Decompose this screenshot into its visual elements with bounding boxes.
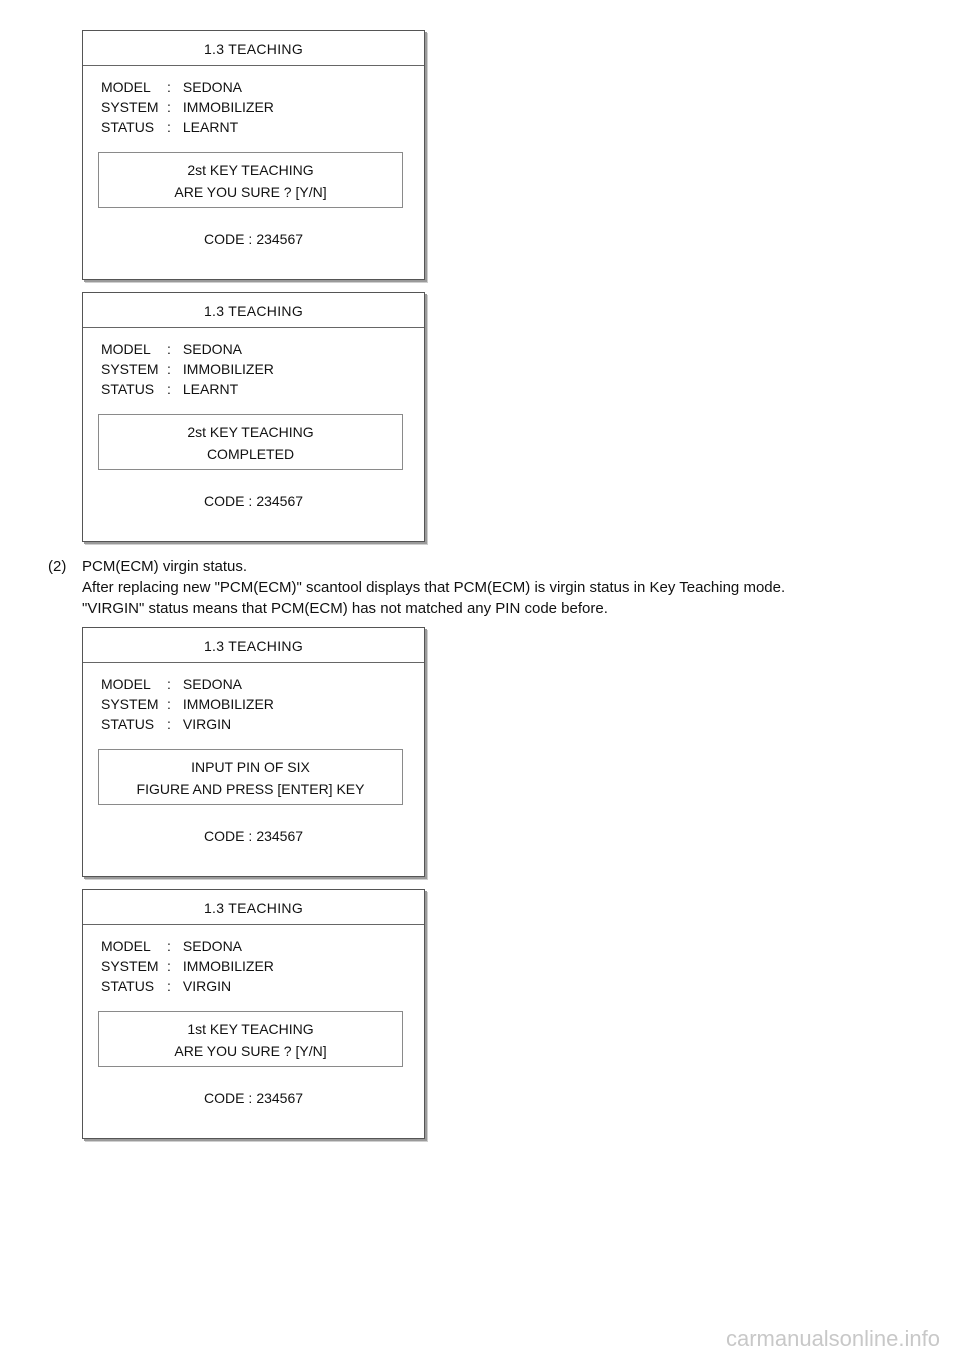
- separator: :: [248, 1090, 253, 1106]
- section-line-1: After replacing new "PCM(ECM)" scantool displays that PCM(ECM) is virgin status in Key Teaching mode.: [82, 579, 786, 596]
- section-paragraph: [48, 556, 785, 619]
- screen-title: 1.3 TEACHING: [83, 890, 424, 925]
- model-label: MODEL: [101, 938, 151, 954]
- system-label: SYSTEM: [101, 361, 159, 377]
- status-row: [101, 714, 274, 734]
- status-row: [101, 976, 274, 996]
- code-label: CODE: [203, 231, 245, 247]
- message-line-1: 2st KEY TEACHING: [187, 162, 314, 178]
- separator: :: [167, 676, 171, 692]
- system-label: SYSTEM: [101, 99, 159, 115]
- status-row: [101, 117, 274, 137]
- code-value: 234567: [256, 828, 304, 844]
- message-line-1: 2st KEY TEACHING: [187, 424, 314, 440]
- section-line-2: "VIRGIN" status means that PCM(ECM) has not matched any PIN code before.: [82, 600, 608, 617]
- separator: :: [248, 231, 253, 247]
- model-row: [101, 936, 274, 956]
- code-line: [83, 231, 424, 247]
- message-line-1: INPUT PIN OF SIX: [191, 759, 310, 775]
- screen-title: 1.3 TEACHING: [83, 628, 424, 663]
- message-box: [98, 414, 403, 470]
- separator: :: [167, 716, 171, 732]
- system-label: SYSTEM: [101, 696, 159, 712]
- separator: :: [167, 938, 171, 954]
- system-label: SYSTEM: [101, 958, 159, 974]
- message-line-2: FIGURE AND PRESS [ENTER] KEY: [136, 781, 365, 797]
- model-value: SEDONA: [182, 341, 243, 357]
- separator: :: [167, 99, 171, 115]
- screen-title: 1.3 TEACHING: [83, 31, 424, 66]
- code-label: CODE: [203, 1090, 245, 1106]
- message-box: [98, 152, 403, 208]
- status-row: [101, 379, 274, 399]
- model-value: SEDONA: [182, 938, 243, 954]
- system-value: IMMOBILIZER: [182, 361, 274, 377]
- status-value: VIRGIN: [182, 978, 232, 994]
- scantool-screen-2: [82, 292, 425, 542]
- model-row: [101, 339, 274, 359]
- separator: :: [167, 978, 171, 994]
- message-box: [98, 1011, 403, 1067]
- status-label: STATUS: [101, 381, 155, 397]
- code-label: CODE: [203, 828, 245, 844]
- status-value: LEARNT: [182, 119, 239, 135]
- code-value: 234567: [256, 231, 304, 247]
- message-box: [98, 749, 403, 805]
- system-row: [101, 359, 274, 379]
- separator: :: [167, 341, 171, 357]
- system-value: IMMOBILIZER: [182, 99, 274, 115]
- system-row: [101, 97, 274, 117]
- message-line-2: ARE YOU SURE ? [Y/N]: [174, 1043, 327, 1059]
- message-line-2: ARE YOU SURE ? [Y/N]: [174, 184, 327, 200]
- separator: :: [167, 696, 171, 712]
- separator: :: [167, 958, 171, 974]
- message-line-2: COMPLETED: [206, 446, 295, 462]
- screen-info: [101, 674, 274, 734]
- watermark: carmanualsonline.info: [725, 1326, 940, 1351]
- scantool-screen-4: [82, 889, 425, 1139]
- system-value: IMMOBILIZER: [182, 958, 274, 974]
- separator: :: [248, 828, 253, 844]
- screen-info: [101, 77, 274, 137]
- status-label: STATUS: [101, 978, 155, 994]
- screen-title: 1.3 TEACHING: [83, 293, 424, 328]
- code-value: 234567: [256, 1090, 304, 1106]
- separator: :: [167, 79, 171, 95]
- scantool-screen-3: [82, 627, 425, 877]
- system-row: [101, 694, 274, 714]
- system-value: IMMOBILIZER: [182, 696, 274, 712]
- code-label: CODE: [203, 493, 245, 509]
- separator: :: [167, 381, 171, 397]
- code-line: [83, 493, 424, 509]
- section-number: (2): [48, 558, 67, 575]
- code-value: 234567: [256, 493, 304, 509]
- message-line-1: 1st KEY TEACHING: [187, 1021, 314, 1037]
- model-value: SEDONA: [182, 79, 243, 95]
- code-line: [83, 1090, 424, 1106]
- system-row: [101, 956, 274, 976]
- separator: :: [167, 361, 171, 377]
- status-value: VIRGIN: [182, 716, 232, 732]
- model-row: [101, 674, 274, 694]
- separator: :: [167, 119, 171, 135]
- screen-info: [101, 339, 274, 399]
- section-heading-row: [48, 556, 785, 577]
- code-line: [83, 828, 424, 844]
- model-row: [101, 77, 274, 97]
- status-label: STATUS: [101, 119, 155, 135]
- model-label: MODEL: [101, 79, 151, 95]
- scantool-screen-1: [82, 30, 425, 280]
- model-label: MODEL: [101, 341, 151, 357]
- status-label: STATUS: [101, 716, 155, 732]
- status-value: LEARNT: [182, 381, 239, 397]
- section-heading: PCM(ECM) virgin status.: [82, 558, 248, 575]
- separator: :: [248, 493, 253, 509]
- model-value: SEDONA: [182, 676, 243, 692]
- screen-info: [101, 936, 274, 996]
- model-label: MODEL: [101, 676, 151, 692]
